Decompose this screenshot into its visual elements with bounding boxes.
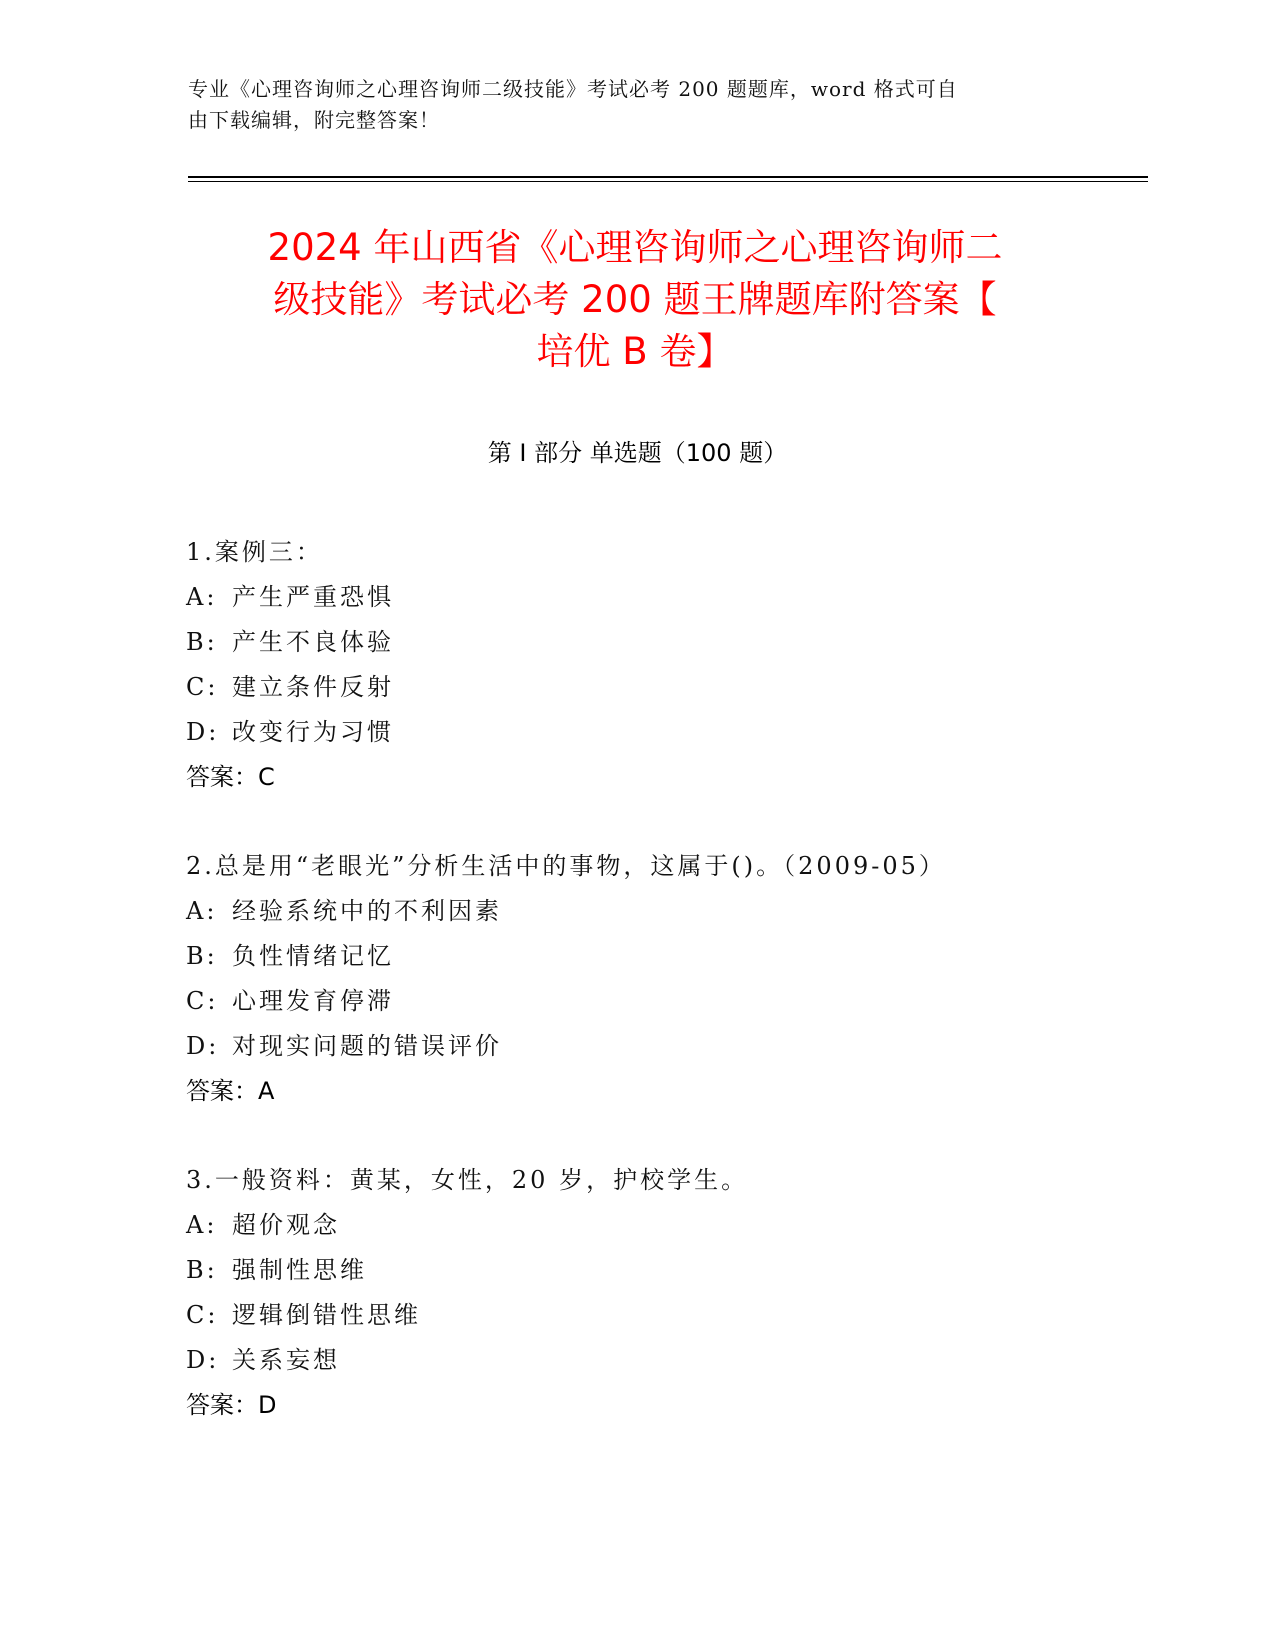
option-text: 建立条件反射 (232, 673, 394, 701)
answer-line: 答案：C (186, 763, 275, 791)
option-text: 负性情绪记忆 (232, 942, 394, 970)
title-line-2: 级技能》考试必考 200 题王牌题库附答案【 (273, 278, 997, 321)
option-c (186, 1293, 1106, 1338)
option-text: 产生不良体验 (232, 628, 394, 656)
option-b (186, 620, 1106, 665)
option-key: B: (186, 942, 218, 970)
option-key: B: (186, 628, 218, 656)
option-text: 心理发育停滞 (232, 987, 394, 1015)
option-c (186, 665, 1106, 710)
option-text: 强制性思维 (232, 1256, 367, 1284)
option-key: C: (186, 987, 219, 1015)
option-d (186, 1338, 1106, 1383)
option-text: 关系妄想 (232, 1346, 340, 1374)
option-c (186, 979, 1106, 1024)
title-line-3: 培优 B 卷】 (536, 330, 734, 373)
intro-line-1: 专业《心理咨询师之心理咨询师二级技能》考试必考 200 题题库，word 格式可自 (188, 77, 958, 101)
section-heading: 第 I 部分 单选题（100 题） (487, 439, 788, 467)
question-stem: 3.一般资料：黄某，女性，20 岁，护校学生。 (186, 1166, 749, 1194)
option-text: 对现实问题的错误评价 (232, 1032, 502, 1060)
option-key: D: (186, 718, 220, 746)
option-key: B: (186, 1256, 218, 1284)
option-key: C: (186, 1301, 219, 1329)
option-text: 逻辑倒错性思维 (232, 1301, 421, 1329)
document-title (180, 222, 1090, 378)
answer-line: 答案：D (186, 1391, 277, 1419)
intro-text (188, 74, 1068, 136)
header-divider-thick (188, 176, 1148, 178)
question-3 (186, 1158, 1106, 1428)
title-line-1: 2024 年山西省《心理咨询师之心理咨询师二 (267, 226, 1003, 269)
intro-line-2: 由下载编辑，附完整答案！ (188, 108, 440, 132)
question-2 (186, 844, 1106, 1114)
answer-line: 答案：A (186, 1077, 275, 1105)
option-text: 超价观念 (232, 1211, 340, 1239)
option-d (186, 710, 1106, 755)
question-list (186, 530, 1106, 1472)
option-a (186, 575, 1106, 620)
option-key: D: (186, 1032, 220, 1060)
header-divider-thin (188, 181, 1148, 182)
option-d (186, 1024, 1106, 1069)
option-key: D: (186, 1346, 220, 1374)
option-text: 改变行为习惯 (232, 718, 394, 746)
option-key: A: (186, 897, 218, 925)
question-stem: 1.案例三： (186, 538, 323, 566)
option-b (186, 1248, 1106, 1293)
question-1 (186, 530, 1106, 800)
option-key: A: (186, 583, 218, 611)
option-text: 经验系统中的不利因素 (232, 897, 502, 925)
option-b (186, 934, 1106, 979)
option-key: A: (186, 1211, 218, 1239)
option-a (186, 889, 1106, 934)
question-stem: 2.总是用“老眼光”分析生活中的事物，这属于()。（2009-05） (186, 852, 946, 880)
option-a (186, 1203, 1106, 1248)
option-text: 产生严重恐惧 (232, 583, 394, 611)
option-key: C: (186, 673, 219, 701)
